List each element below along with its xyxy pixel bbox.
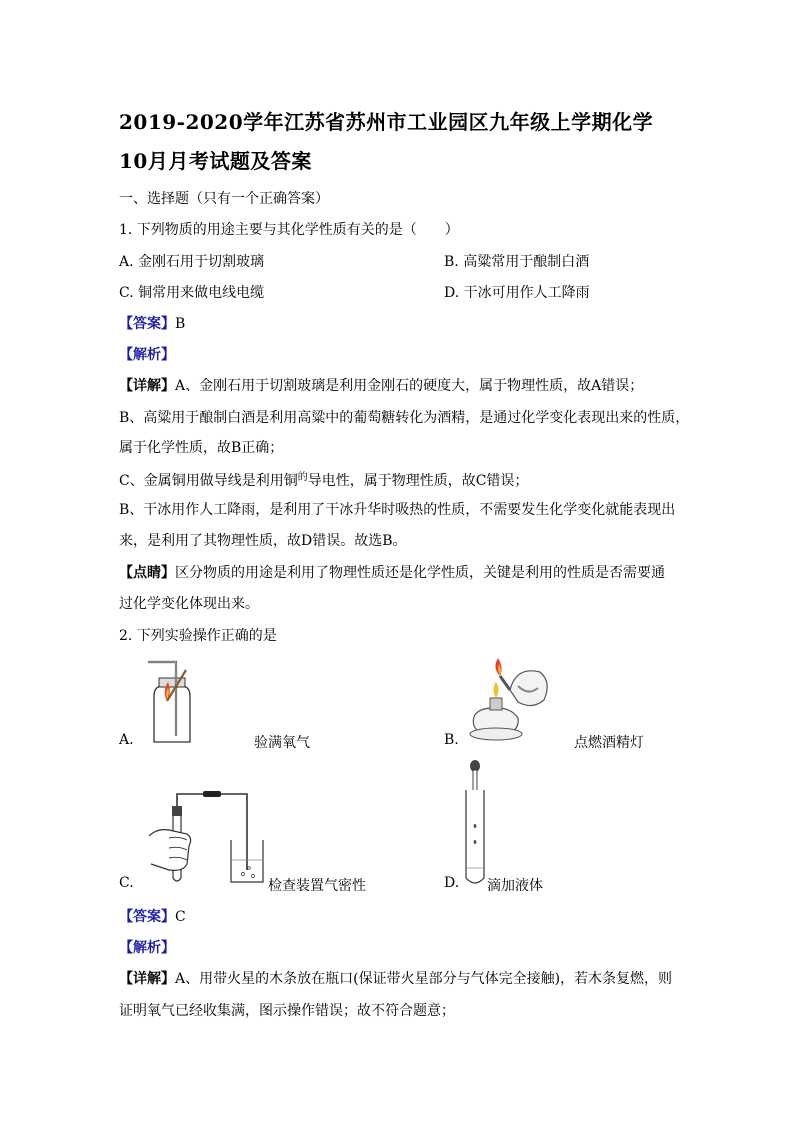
detail-text: A、金刚石用于切割玻璃是利用金刚石的硬度大，属于物理性质，故A错误； — [175, 378, 644, 394]
q2-option-b-letter: B. — [444, 732, 459, 748]
detail-text: A、用带火星的木条放在瓶口(保证带火星部分与气体完全接触)，若木条复燃，则 — [175, 971, 673, 987]
q1-detail-line-4 — [119, 470, 528, 490]
q1-detail-line-2: B、高粱用于酿制白酒是利用高粱中的葡萄糖转化为酒精，是通过化学变化表现出来的性质， — [119, 410, 690, 426]
q1-analysis-tag — [119, 344, 175, 364]
q2-option-c-letter: C. — [119, 875, 134, 891]
q1-stem: 1. 下列物质的用途主要与其化学性质有关的是（ ） — [119, 222, 459, 238]
answer-tag: 【答案】 — [119, 909, 175, 925]
q1-answer — [119, 313, 185, 333]
q2-option-a-letter: A. — [119, 732, 134, 748]
detail-text-b: 导电性，属于物理性质，故C错误； — [307, 473, 529, 489]
detail-tag: 【详解】 — [119, 971, 175, 987]
title-line-2: 10月月考试题及答案 — [119, 149, 312, 173]
q2-analysis-tag — [119, 937, 175, 957]
q1-option-a: A. 金刚石用于切割玻璃 — [119, 254, 265, 270]
answer-tag: 【答案】 — [119, 316, 175, 332]
analysis-tag: 【解析】 — [119, 347, 175, 363]
detail-text-a: C、金属铜用做导线是利用铜 — [119, 473, 298, 489]
figure-b-light-lamp — [466, 656, 556, 746]
q1-note-line-2: 过化学变化体现出来。 — [119, 596, 259, 612]
q1-detail-line-1 — [119, 375, 643, 395]
q2-detail-line-1 — [119, 968, 672, 988]
q2-option-a-caption: 验满氧气 — [254, 735, 310, 751]
q1-option-b: B. 高粱常用于酿制白酒 — [444, 254, 590, 270]
detail-sup: 的 — [297, 472, 308, 483]
answer-value: C — [175, 909, 186, 925]
q2-option-b-caption: 点燃酒精灯 — [574, 735, 644, 751]
q2-option-d-letter: D. — [444, 875, 460, 891]
detail-tag: 【详解】 — [119, 378, 175, 394]
figure-c-airtightness — [143, 790, 269, 886]
analysis-tag: 【解析】 — [119, 940, 175, 956]
section-heading: 一、选择题（只有一个正确答案） — [119, 191, 329, 207]
note-text: 区分物质的用途是利用了物理性质还是化学性质，关键是利用的性质是否需要通 — [175, 565, 665, 581]
note-tag: 【点睛】 — [119, 565, 175, 581]
title-line-1: 2019-2020学年江苏省苏州市工业园区九年级上学期化学 — [119, 110, 654, 134]
q1-option-d: D. 干冰可用作人工降雨 — [444, 285, 590, 301]
q2-option-d-caption: 滴加液体 — [487, 878, 543, 894]
q2-option-c-caption: 检查装置气密性 — [268, 878, 366, 894]
q1-detail-line-6: 来，是利用了其物理性质，故D错误。故选B。 — [119, 533, 407, 549]
answer-value: B — [175, 316, 186, 332]
figure-d-dropper — [462, 760, 488, 890]
q1-detail-line-5: B、干冰用作人工降雨，是利用了干冰升华时吸热的性质，不需要发生化学变化就能表现出 — [119, 502, 676, 518]
figure-a-oxygen-check — [146, 656, 206, 746]
q1-note-line-1 — [119, 562, 665, 582]
q1-option-c: C. 铜常用来做电线电缆 — [119, 285, 265, 301]
q2-answer — [119, 906, 186, 926]
q2-stem: 2. 下列实验操作正确的是 — [119, 628, 277, 644]
q1-detail-line-3: 属于化学性质，故B正确； — [119, 440, 284, 456]
q2-detail-line-2: 证明氧气已经收集满，图示操作错误；故不符合题意； — [119, 1003, 455, 1019]
